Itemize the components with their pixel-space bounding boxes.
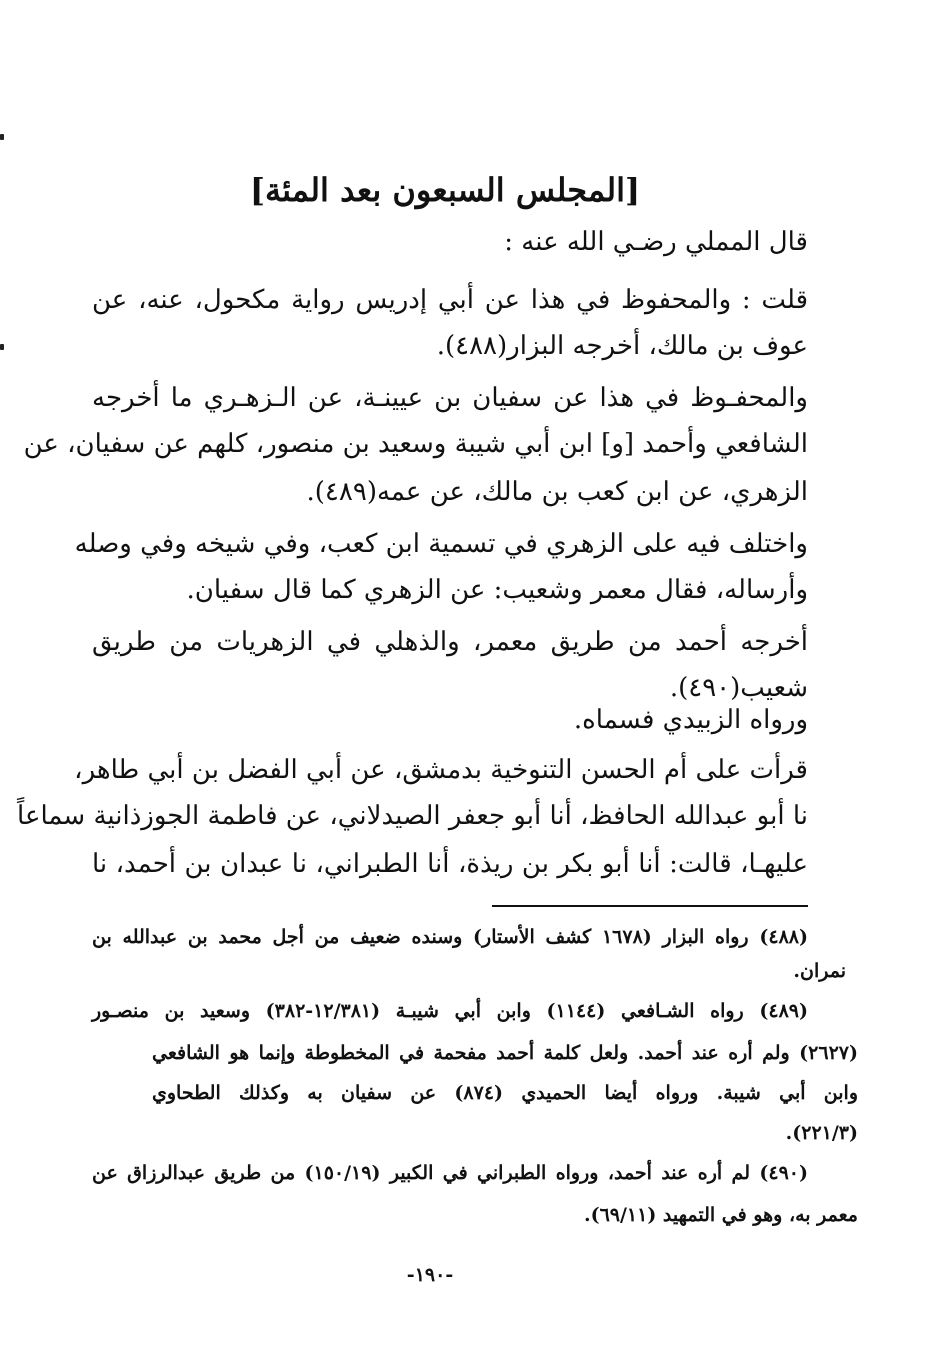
body-line: عوف بن مالك، أخرجه البزار(٤٨٨).: [436, 331, 808, 361]
footnote-line: (٢٢١/٣).: [785, 1122, 858, 1144]
body-line: ورواه الزبيدي فسماه.: [573, 705, 808, 735]
footnote-line: وابن أبي شيبة. ورواه أيضا الحميدي (٨٧٤) عن سفيان به وكذلك الطحاوي: [152, 1082, 858, 1104]
footnote-line: (٢٦٢٧) ولم أره عند أحمد. ولعل كلمة أحمد مفحمة في المخطوطة وإنما هو الشافعي: [152, 1042, 858, 1064]
body-line: قلت : والمحفوظ في هذا عن أبي إدريس رواية مكحول، عنه، عن: [92, 285, 808, 315]
scan-mark-middle: [0, 344, 4, 350]
footnote-line: (٤٨٩) رواه الشـافعي (١١٤٤) وابن أبي شيبـة (١٢/٣٨١-٣٨٢) وسعيد بن منصـور: [92, 1000, 809, 1022]
body-line: قال المملي رضـي الله عنه :: [504, 227, 808, 257]
body-line: الزهري، عن ابن كعب بن مالك، عن عمه(٤٨٩).: [306, 477, 808, 507]
body-line: نا أبو عبدالله الحافظ، أنا أبو جعفر الصيدلاني، عن فاطمة الجوزذانية سماعاً: [17, 801, 808, 831]
body-line: عليهـا، قالت: أنا أبو بكر بن ريذة، أنا الطبراني، نا عبدان بن أحمد، نا: [92, 849, 808, 879]
body-line: وأرساله، فقال معمر وشعيب: عن الزهري كما قال سفيان.: [186, 575, 808, 605]
body-line: واختلف فيه على الزهري في تسمية ابن كعب، وفي شيخه وفي وصله: [74, 529, 808, 559]
session-heading: [المجلس السبعون بعد المئة]: [249, 171, 641, 209]
footnote-line: (٤٨٨) رواه البزار (١٦٧٨ كشف الأستار) وسنده ضعيف من أجل محمد بن عبدالله بن: [92, 926, 808, 948]
scan-mark-top: [0, 134, 4, 140]
body-line: والمحفـوظ في هذا عن سفيان بن عيينـة، عن الـزهـري ما أخرجه: [92, 383, 808, 413]
footnote-line: (٤٩٠) لم أره عند أحمد، ورواه الطبراني في الكبير (١٥٠/١٩) من طريق عبدالرزاق عن: [92, 1162, 808, 1184]
body-line: أخرجه أحمد من طريق معمر، والذهلي في الزهريات من طريق: [92, 627, 808, 657]
footnote-line: نمران.: [793, 960, 846, 982]
body-line: شعيب(٤٩٠).: [669, 673, 808, 703]
body-line: الشافعي وأحمد [و] ابن أبي شيبة وسعيد بن منصور، كلهم عن سفيان، عن: [23, 429, 808, 459]
footnote-line: معمر به، وهو في التمهيد (٦٩/١١).: [583, 1204, 858, 1226]
body-line: قرأت على أم الحسن التنوخية بدمشق، عن أبي الفضل بن أبي طاهر،: [74, 755, 808, 785]
footnote-separator: [492, 905, 808, 907]
page-number: -١٩٠-: [406, 1264, 454, 1286]
